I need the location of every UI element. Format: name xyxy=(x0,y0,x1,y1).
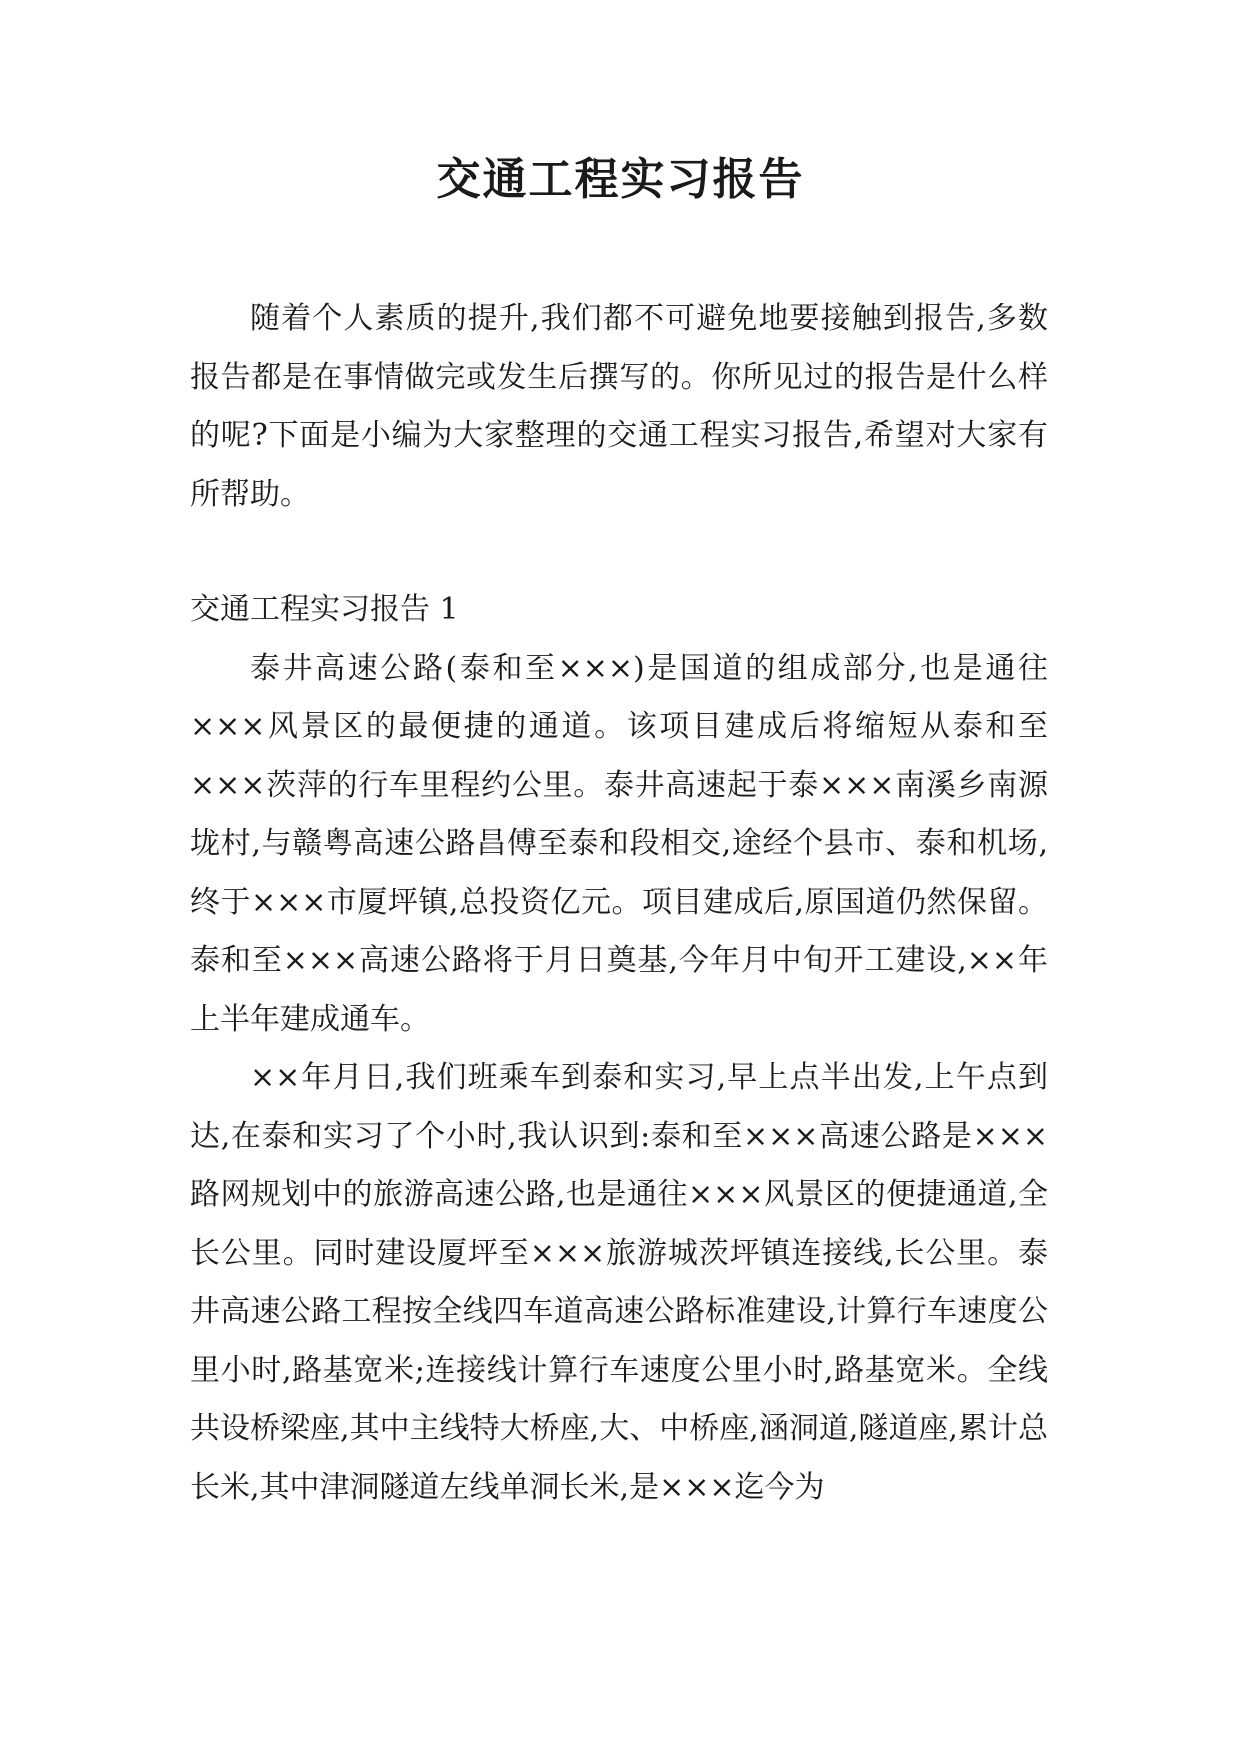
section-1-heading: 交通工程实习报告 1 xyxy=(190,592,459,627)
section-1-paragraph-1: 泰井高速公路(泰和至×××)是国道的组成部分,也是通往×××风景区的最便捷的通道。该项目建成后将缩短从泰和至×××茨萍的行车里程约公里。泰井高速起于泰×××南溪乡南源垅村,与赣粤高速公路昌傅至泰和段相交,途经个县市、泰和机场,终于×××市厦坪镇,总投资亿元。项目建成后,原国道仍然保留。泰和至×××高速公路将于月日奠基,今年月中旬开工建设,××年上半年建成通车。 xyxy=(190,650,1048,1037)
section-1-paragraph-2: ××年月日,我们班乘车到泰和实习,早上点半出发,上午点到达,在泰和实习了个小时,我认识到:泰和至×××高速公路是×××路网规划中的旅游高速公路,也是通往×××风景区的便捷通道,全长公里。同时建设厦坪至×××旅游城茨坪镇连接线,长公里。泰井高速公路工程按全线四车道高速公路标准建设,计算行车速度公里小时,路基宽米;连接线计算行车速度公里小时,路基宽米。全线共设桥梁座,其中主线特大桥座,大、中桥座,涵洞道,隧道座,累计总长米,其中津洞隧道左线单洞长米,是×××迄今为 xyxy=(190,1060,1048,1505)
document-title: 交通工程实习报告 xyxy=(436,154,805,205)
section-1 xyxy=(190,581,1048,1517)
intro-paragraph: 随着个人素质的提升,我们都不可避免地要接触到报告,多数报告都是在事情做完或发生后撰写的。你所见过的报告是什么样的呢?下面是小编为大家整理的交通工程实习报告,希望对大家有所帮助。 xyxy=(190,301,1048,512)
intro-block xyxy=(190,290,1048,524)
